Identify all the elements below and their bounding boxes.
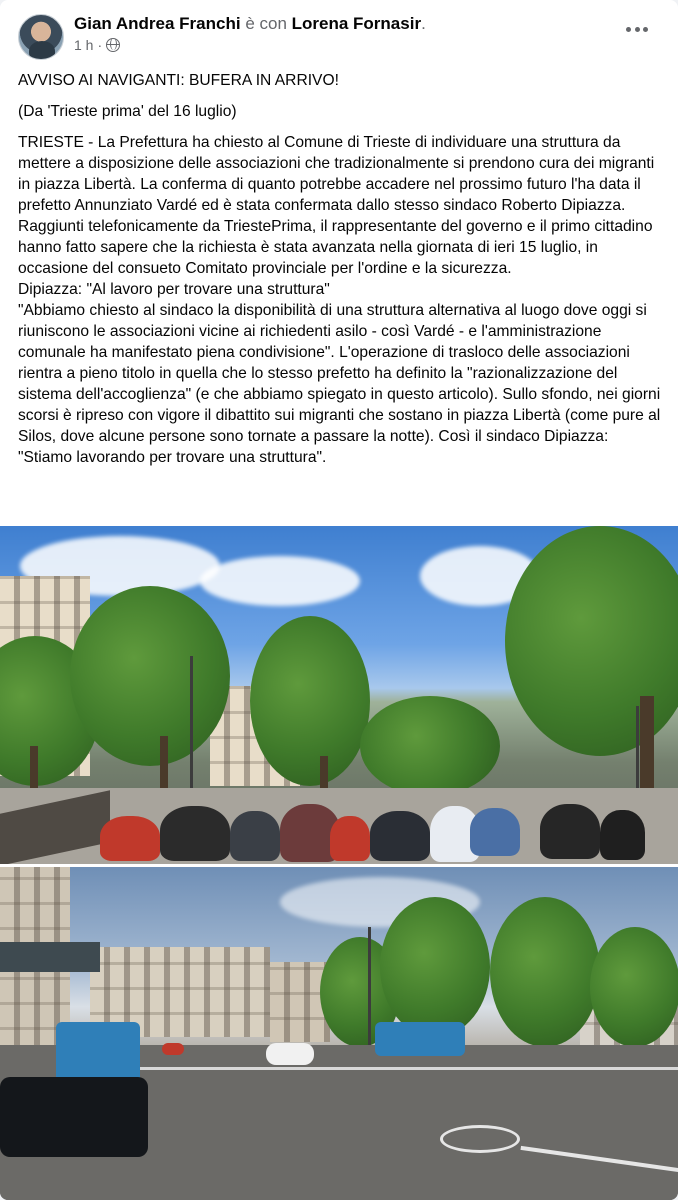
more-horizontal-icon[interactable] — [626, 27, 648, 35]
street-lamp — [190, 656, 193, 806]
street-lamp — [368, 927, 371, 1057]
tree — [250, 616, 370, 786]
post-paragraph: TRIESTE - La Prefettura ha chiesto al Comune di Trieste di individuare una struttura da mettere a disposizione delle associazioni che tradizionalmente si prendono cura dei migranti in piazza Libertà. La conferma di quanto potrebbe accadere nel prossimo futuro l'ha data il prefetto Annunziato Vardé ed è stata confermata dallo stesso sindaco Roberto Dipiazza. Raggiunti telefonicamente da TriestePrima, il rappresentante del governo e il primo cittadino hanno fatto sapere che la richiesta è stata avanzata nella giornata di ieri 15 luglio, in occasione del consueto Comitato provinciale per l'ordine e la sicurezza. — [18, 134, 655, 277]
car — [0, 1077, 148, 1157]
post-subheading: Dipiazza: "Al lavoro per trovare una struttura" — [18, 281, 330, 298]
person — [230, 811, 280, 861]
tree — [360, 696, 500, 796]
dot — [635, 27, 640, 32]
post-headline: AVVISO AI NAVIGANTI: BUFERA IN ARRIVO! — [18, 72, 339, 89]
dot — [626, 27, 631, 32]
bus — [375, 1022, 465, 1056]
road-marking — [100, 1067, 678, 1070]
person — [600, 810, 645, 860]
person — [470, 808, 520, 856]
cloud — [200, 556, 360, 606]
name-suffix: . — [421, 14, 426, 33]
tagged-name[interactable]: Lorena Fornasir — [291, 14, 422, 33]
post-photo-street[interactable] — [0, 867, 678, 1200]
canopy — [0, 942, 100, 972]
tree-trunk — [160, 736, 168, 796]
post-meta — [74, 37, 120, 53]
person — [100, 816, 160, 861]
meta-separator: · — [97, 37, 103, 53]
car — [266, 1043, 314, 1065]
car — [162, 1043, 184, 1055]
road-marking — [440, 1125, 520, 1153]
tree — [70, 586, 230, 766]
post-body — [18, 70, 664, 468]
post-time[interactable]: 1 h — [74, 37, 94, 53]
with-text: è con — [245, 14, 287, 33]
author-name[interactable]: Gian Andrea Franchi — [74, 14, 241, 33]
post-header — [0, 0, 678, 62]
tree-trunk — [640, 696, 654, 796]
avatar-figure — [29, 41, 55, 60]
post-photo-piazza[interactable] — [0, 526, 678, 864]
tree — [490, 897, 600, 1047]
bus — [56, 1022, 140, 1084]
post-source: (Da 'Trieste prima' del 16 luglio) — [18, 103, 237, 120]
post-paragraph: "Abbiamo chiesto al sindaco la disponibilità di una struttura alternativa al luogo dove oggi si riuniscono le associazioni vicine ai richiedenti asilo - così Vardé - e l'amministrazione comunale ha manifestato piena condivisione". L'operazione di trasloco delle associazioni rientra a pieno titolo in quella che lo stesso prefetto ha definito la "razionalizzazione del sistema dell'accoglienza" (e che abbiamo spiegato in questo articolo). Sullo sfondo, nei giorni scorsi è ripreso con vigore il dibattito sui migranti che sostano in piazza Libertà (come pure al Silos, dove alcune persone sono tornate a passare la notte). Così il sindaco Dipiazza: "Stiamo lavorando per trovare una struttura". — [18, 302, 661, 466]
person — [160, 806, 230, 861]
person — [370, 811, 430, 861]
post-author-line — [74, 14, 426, 34]
dot — [643, 27, 648, 32]
tree — [590, 927, 678, 1047]
author-avatar[interactable] — [18, 14, 64, 60]
tree — [380, 897, 490, 1037]
person — [330, 816, 370, 861]
person — [540, 804, 600, 859]
globe-icon[interactable] — [106, 38, 120, 52]
